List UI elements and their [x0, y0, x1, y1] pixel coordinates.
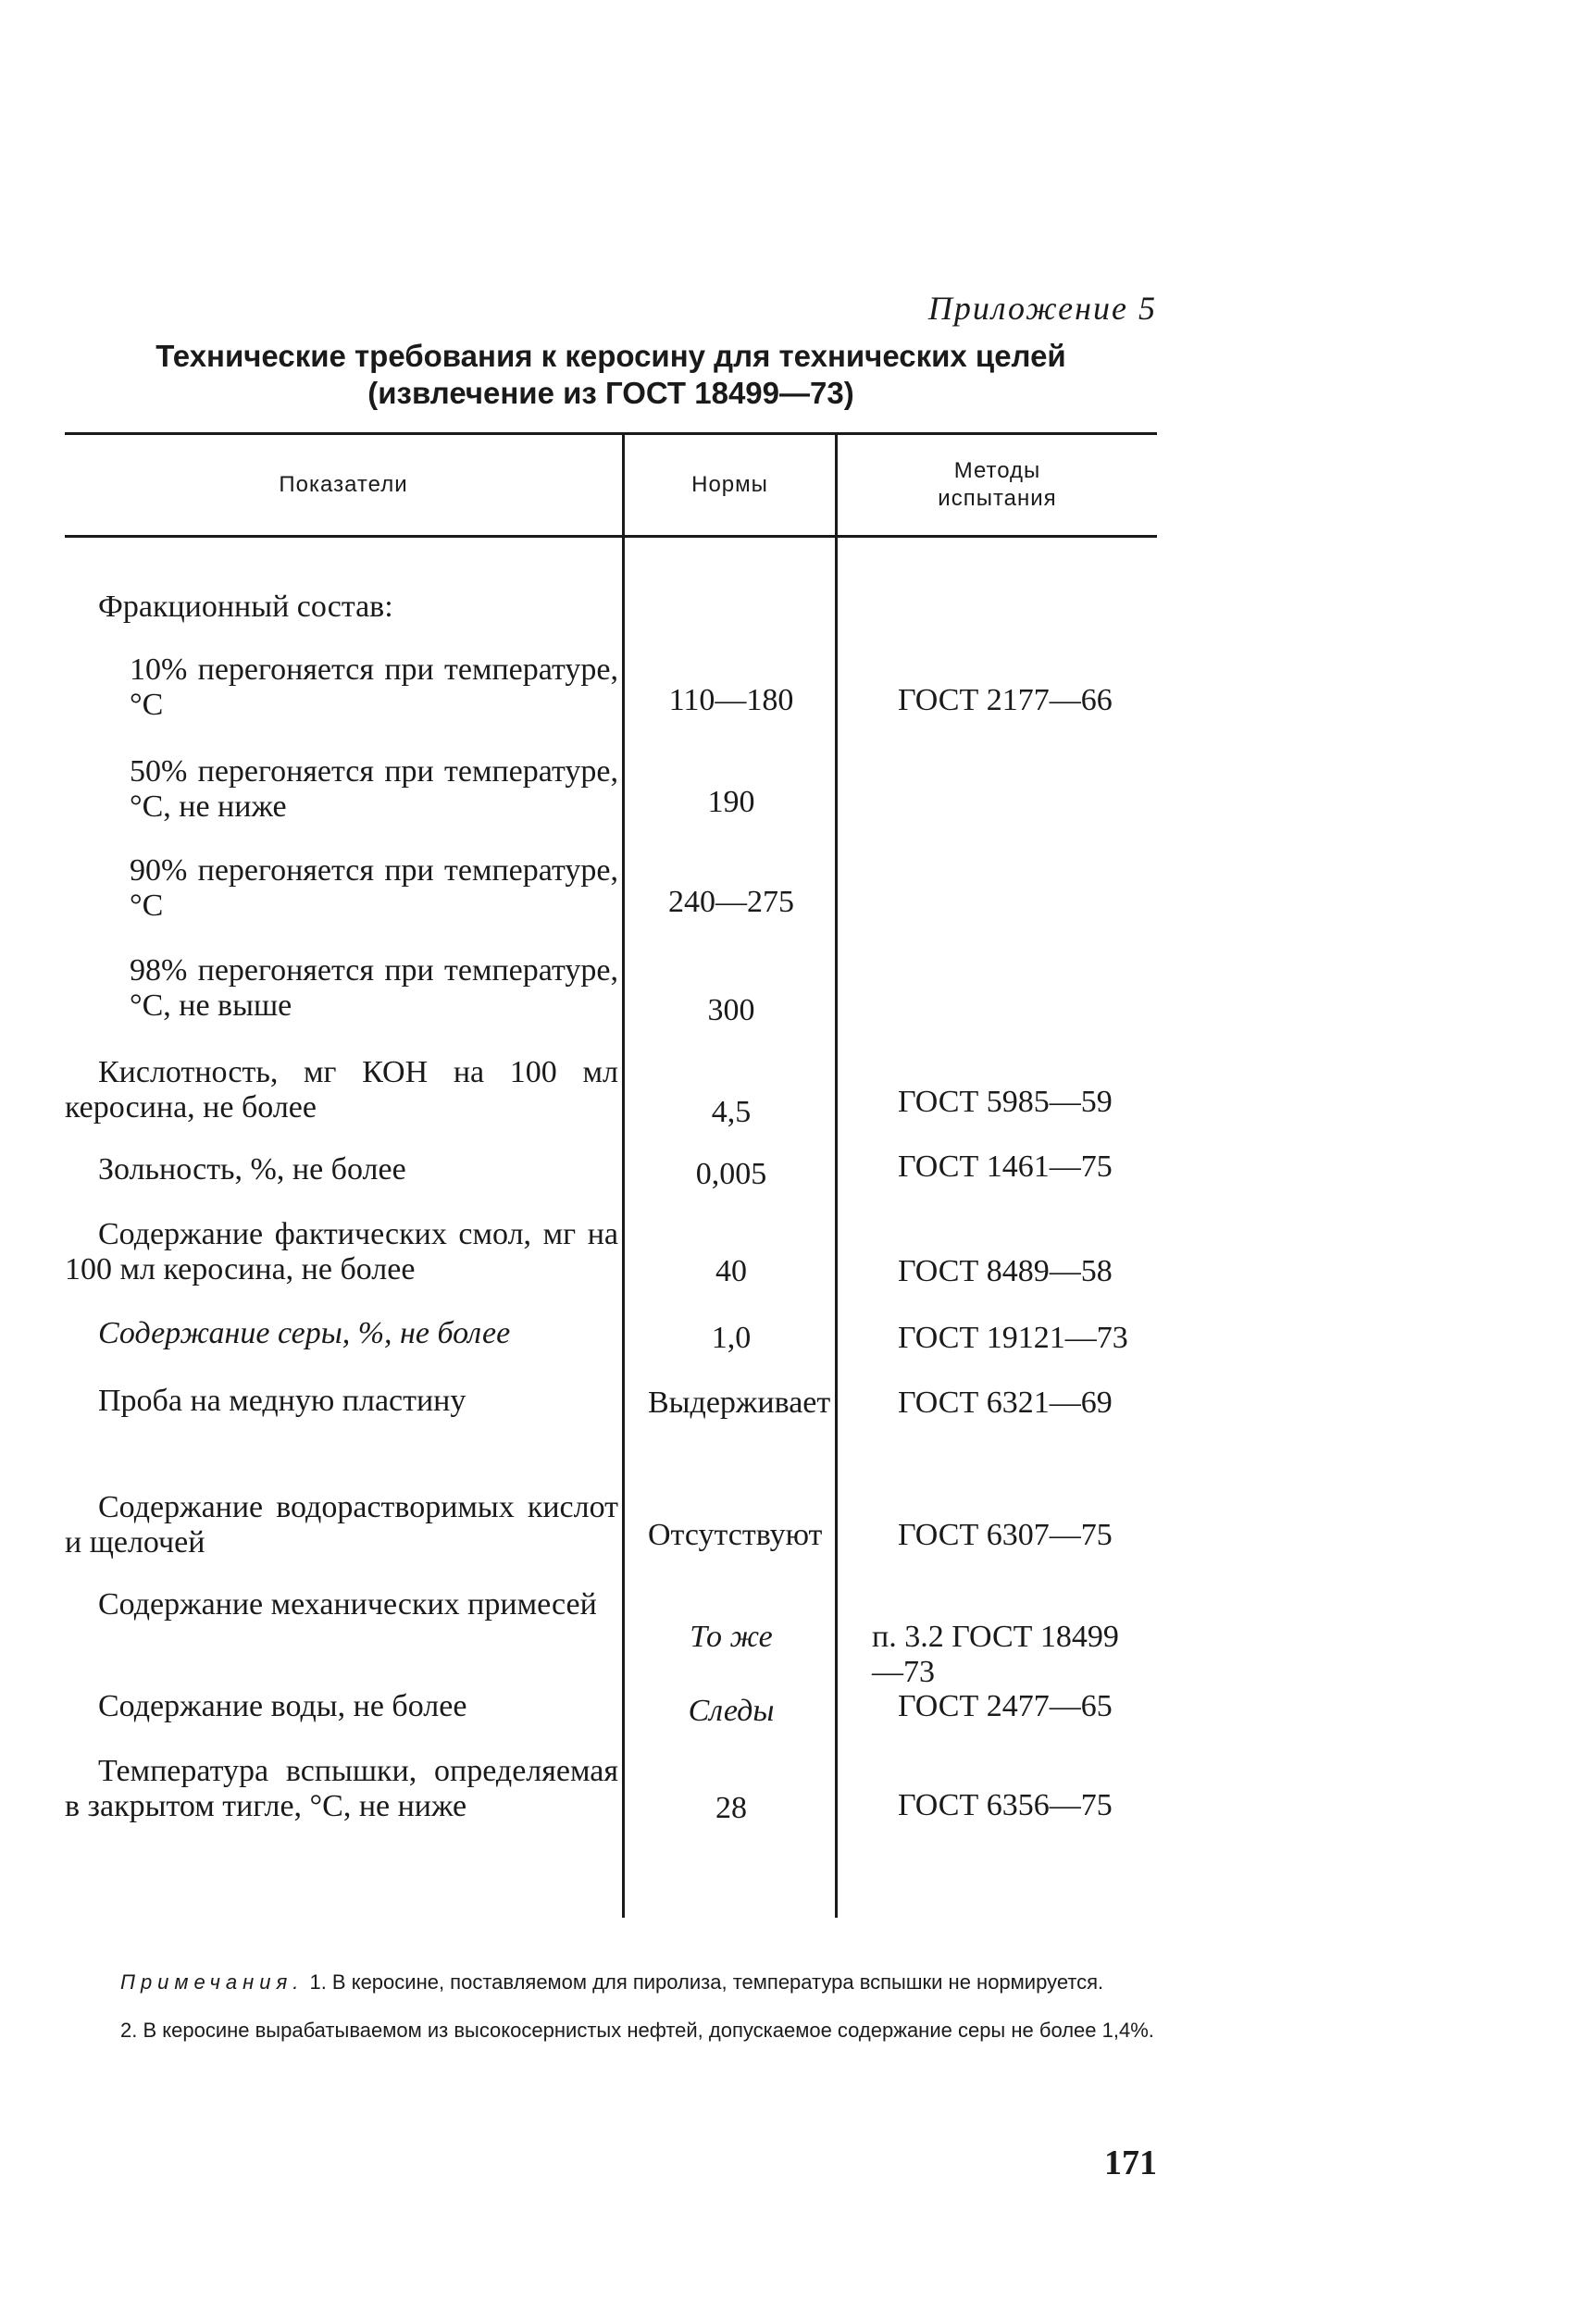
row-method-acidity: ГОСТ 5985—59: [898, 1085, 1113, 1119]
row-norm-90pct: 240—275: [668, 885, 794, 919]
row-norm-copper: Выдерживает: [648, 1386, 831, 1420]
row-name-50pct: 50% перегоняется при температуре, °С, не ниже: [130, 754, 618, 824]
row-name-sulfur: Содержание серы, %, не более: [98, 1316, 511, 1350]
row-name-98pct: 98% перегоняется при температуре, °С, не выше: [130, 953, 618, 1023]
column-divider-2: [835, 435, 838, 1918]
title-line-2: (извлечение из ГОСТ 18499—73): [367, 376, 854, 410]
row-method-ash: ГОСТ 1461—75: [898, 1150, 1113, 1184]
row-method-10pct: ГОСТ 2177—66: [898, 683, 1113, 717]
row-name-water: Содержание воды, не более: [98, 1689, 467, 1723]
header-methods: Методы испытания: [938, 458, 1057, 511]
row-method-copper: ГОСТ 6321—69: [898, 1386, 1113, 1420]
row-norm-sulfur: 1,0: [711, 1321, 752, 1355]
appendix-label: Приложение 5: [927, 290, 1157, 327]
row-name-fractional: Фракционный состав:: [98, 590, 393, 624]
row-method-water-soluble: ГОСТ 6307—75: [898, 1518, 1113, 1552]
row-method-mechanical: п. 3.2 ГОСТ 18499—73: [872, 1620, 1119, 1689]
row-norm-water-soluble: Отсутствуют: [648, 1518, 823, 1552]
row-name-10pct: 10% перегоняется при температуре, °С: [130, 652, 618, 722]
row-name-resins: Содержание фактических смол, мг на 100 мл керосина, не более: [65, 1217, 618, 1286]
notes-label: Примечания.: [120, 1970, 305, 1994]
header-indicators: Показатели: [279, 472, 408, 497]
row-name-90pct: 90% перегоняется при температуре, °С: [130, 853, 618, 923]
table-header-rule: [65, 535, 1157, 538]
column-divider-1: [622, 435, 625, 1918]
note-1: [65, 1971, 1157, 1994]
row-norm-50pct: 190: [707, 785, 755, 819]
row-norm-water: Следы: [688, 1694, 775, 1728]
row-method-water: ГОСТ 2477—65: [898, 1689, 1113, 1723]
row-name-copper: Проба на медную пластину: [98, 1384, 466, 1418]
header-norms: Нормы: [691, 472, 768, 497]
page-number: 171: [1104, 2144, 1157, 2182]
row-method-sulfur: ГОСТ 19121—73: [898, 1321, 1128, 1355]
title-line-1: Технические требования к керосину для технических целей: [155, 339, 1066, 373]
note-2: 2. В керосине вырабатываемом из высокосернистых нефтей, допускаемое содержание серы не более 1,4%.: [120, 2019, 1154, 2042]
row-norm-acidity: 4,5: [711, 1095, 752, 1129]
row-name-water-soluble: Содержание водорастворимых кислот и щелочей: [65, 1490, 618, 1560]
row-name-acidity: Кислотность, мг КОН на 100 мл керосина, не более: [65, 1055, 618, 1125]
row-norm-resins: 40: [715, 1254, 747, 1288]
document-title: [65, 338, 1157, 412]
row-name-ash: Зольность, %, не более: [98, 1152, 406, 1187]
row-norm-ash: 0,005: [695, 1157, 767, 1191]
row-norm-mechanical: То же: [690, 1620, 773, 1654]
row-norm-flash: 28: [715, 1791, 747, 1825]
row-norm-10pct: 110—180: [668, 683, 794, 717]
row-name-flash: Температура вспышки, определяемая в закрытом тигле, °С, не ниже: [65, 1754, 618, 1823]
row-method-flash: ГОСТ 6356—75: [898, 1788, 1113, 1822]
row-name-mechanical: Содержание механических примесей: [98, 1587, 597, 1622]
row-method-resins: ГОСТ 8489—58: [898, 1254, 1113, 1288]
row-norm-98pct: 300: [707, 993, 755, 1027]
note-1-text: 1. В керосине, поставляемом для пиролиза, температура вспышки не нормируется.: [309, 1970, 1104, 1994]
